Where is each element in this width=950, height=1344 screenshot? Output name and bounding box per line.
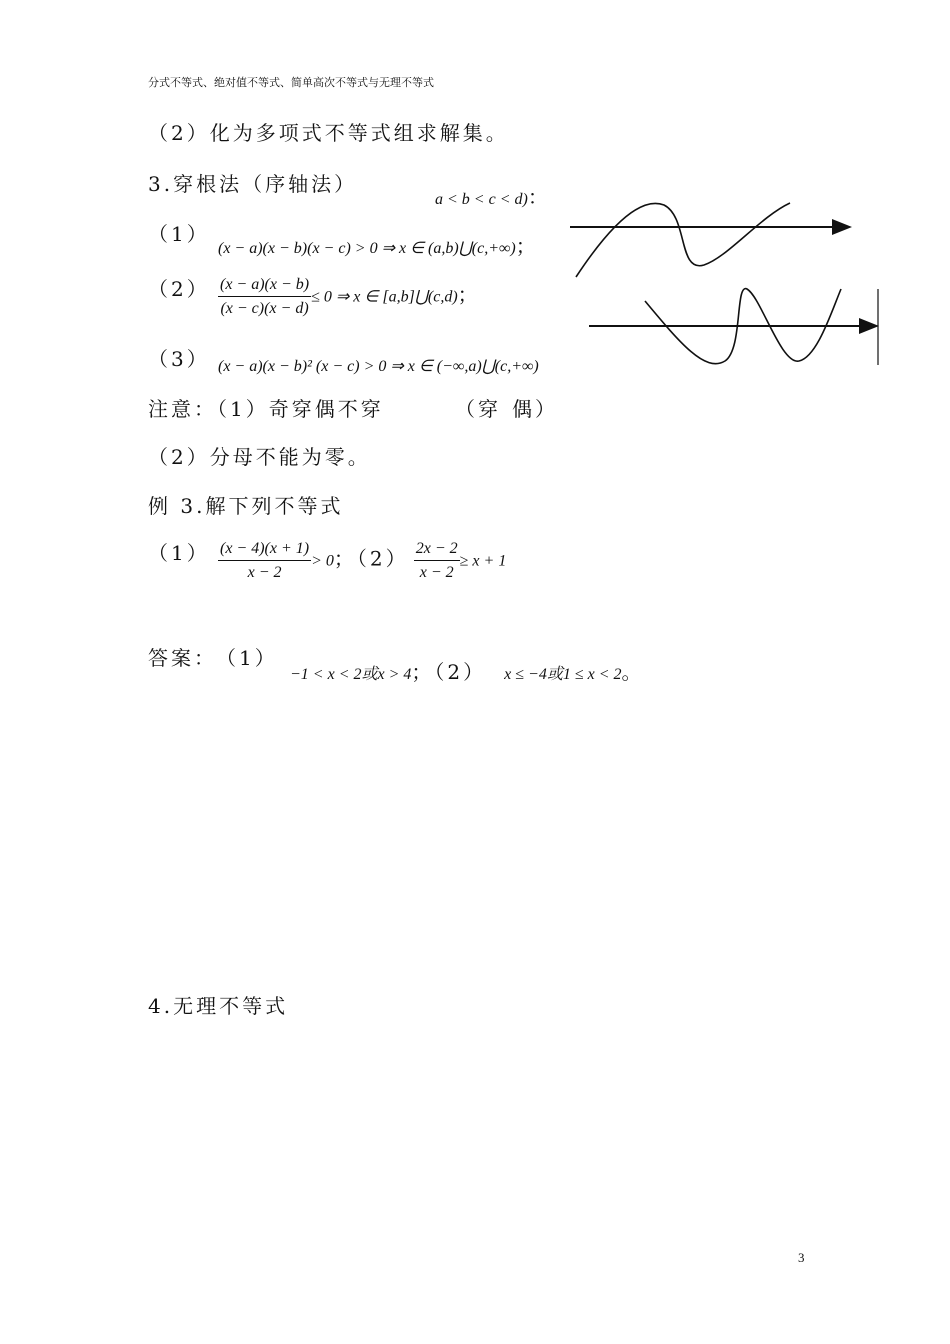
example-1-denominator: x − 2 — [247, 564, 282, 581]
example-3-heading: 例 3.解下列不等式 — [148, 494, 344, 518]
example-1-numerator: (x − 4)(x + 1) — [218, 540, 311, 561]
colon-mark: ： — [527, 185, 551, 209]
semicolon-mark: ； — [515, 234, 539, 258]
sign-curve-figure-1 — [560, 195, 860, 285]
case-2-numerator: (x − a)(x − b) — [218, 276, 311, 297]
example-1-rest: > 0 — [311, 552, 334, 570]
sign-curve-figure-2 — [585, 283, 885, 373]
answer-2-label: ；（2） — [411, 660, 487, 684]
case-1-label: （1） — [148, 222, 210, 246]
sign-curve — [576, 203, 790, 277]
answer-heading: 答案： — [148, 646, 217, 670]
answer-1-math: −1 < x < 2或x > 4 — [290, 666, 412, 683]
example-2-numerator: 2x − 2 — [414, 540, 460, 561]
example-2-label: ；（2） — [333, 546, 409, 571]
answer-2-math: x ≤ −4或1 ≤ x < 2 — [504, 666, 622, 683]
method-3-heading: 3.穿根法（序轴法） — [148, 172, 358, 196]
example-2-fraction — [414, 540, 460, 582]
case-2-label: （2） — [148, 277, 210, 301]
case-1-formula: (x − a)(x − b)(x − c) > 0 ⇒ x ∈ (a,b)⋃(c,+∞) — [218, 240, 516, 257]
case-2-rest: ≤ 0 ⇒ x ∈ [a,b]⋃(c,d) — [311, 288, 458, 306]
case-3-formula: (x − a)(x − b)² (x − c) > 0 ⇒ x ∈ (−∞,a)⋃(c,+∞) — [218, 358, 539, 375]
order-condition: a < b < c < d) — [435, 191, 528, 208]
note-heading: 注意：（1）奇穿偶不穿 — [148, 397, 384, 421]
case-2-fraction — [218, 276, 311, 318]
example-1-fraction — [218, 540, 311, 582]
answer-1-label: （1） — [216, 646, 278, 670]
note-2-text: （2）分母不能为零。 — [148, 445, 371, 469]
page-number: 3 — [798, 1250, 805, 1265]
example-2-rest: ≥ x + 1 — [459, 552, 507, 570]
step-2-text: （2）化为多项式不等式组求解集。 — [148, 121, 509, 145]
case-2-denominator: (x − c)(x − d) — [220, 300, 309, 317]
semicolon-mark: ； — [457, 282, 481, 307]
case-3-label: （3） — [148, 347, 210, 371]
irrational-heading: 4.无理不等式 — [148, 994, 289, 1018]
period-mark: 。 — [621, 660, 645, 684]
page-header: 分式不等式、绝对值不等式、简单高次不等式与无理不等式 — [148, 76, 434, 89]
note-even: 偶） — [512, 397, 558, 421]
example-2-denominator: x − 2 — [419, 564, 454, 581]
example-1-label: （1） — [148, 541, 210, 565]
note-pass: （穿 — [455, 397, 501, 421]
